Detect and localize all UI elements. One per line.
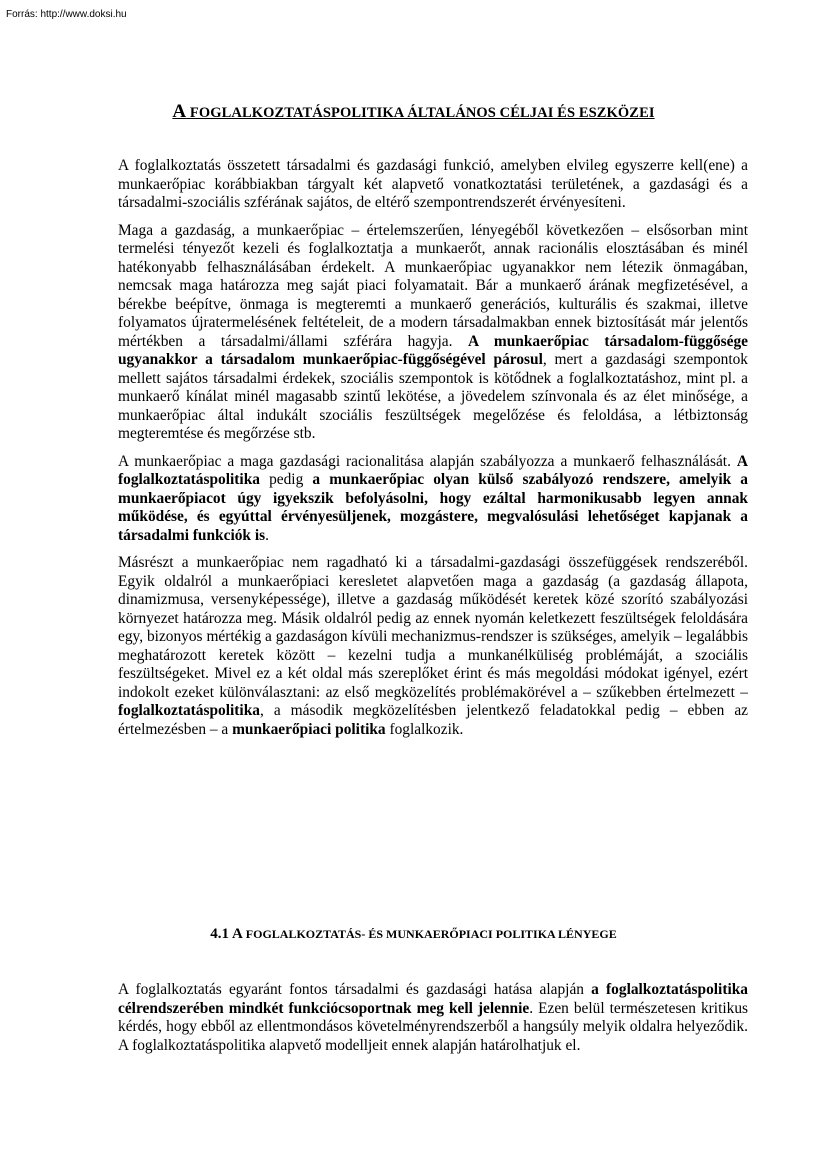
p3-bold-1: A foglalkoztatáspolitika bbox=[118, 452, 748, 488]
paragraph-4 bbox=[118, 554, 748, 739]
p5-text-2: . Ezen belül természetesen kritikus kérdés, hogy ebből az ellentmondásos követelményrendszerből a hangsúly melyik oldalra helyeződik. A foglalkoztatáspolitika alapvető modelljeit ennek alapján határolhatjuk el. bbox=[118, 999, 749, 1054]
p2-bold-1: A munkaerőpiac társadalom-függősége ugyanakkor a társadalom munkaerőpiac-függőségével párosul bbox=[118, 332, 748, 368]
main-text bbox=[118, 157, 748, 748]
p2-text-2: , mert a gazdasági szempontok mellett sajátos társadalmi érdekek, szociális szempontok is kötődnek a foglalkoztatáshoz, mint pl. a munkaerő kínálat minél magasabb szintű lekötése, a jövedelem színvonala és az élet minősége, a munkaerőpiac által indukált szociális feszültségek megelőzése és feloldása, a létbiztonság megteremtése és megőrzése stb. bbox=[118, 351, 749, 442]
source-note: Forrás: http://www.doksi.hu bbox=[6, 9, 127, 20]
section-heading bbox=[0, 926, 827, 943]
paragraph-2 bbox=[118, 222, 748, 444]
page-title bbox=[0, 101, 827, 123]
paragraph-5 bbox=[118, 981, 748, 1055]
p3-text-2: pedig bbox=[259, 471, 313, 488]
p3-bold-2: a munkaerőpiac olyan külső szabályozó rendszere, amelyik a munkaerőpiacot úgy igyekszik befolyásolni, hogy ezáltal harmonikusabb legyen annak működése, és egyúttal érvényesüljenek, mozgástere, megvalósulási lehetőséget kapjanak a társadalmi funkciók is bbox=[118, 471, 749, 544]
p4-bold-2: munkaerőpiaci politika bbox=[232, 720, 386, 738]
p2-text-1: Maga a gazdaság, a munkaerőpiac – értelemszerűen, lényegéből következően – elsősorban mint termelési tényezőt kezeli és foglalkoztatja a munkaerőt, annak racionális elosztásában és minél hatékonyabb felhasználásában érdekelt. A munkaerőpiac ugyanakkor nem létezik önmagában, nemcsak maga határozza meg saját piaci folyamatait. Bár a munkaerő árának megfizetésével, a bérekbe beépítve, önmaga is megteremti a munkaerő generációs, kulturális és szakmai, illetve folyamatos újratermelésének feltételeit, de a modern társadalmakban ennek biztosítását már jelentős mértékben a társadalmi/állami szférára hagyja. bbox=[118, 221, 748, 350]
p3-text-1: A munkaerőpiac a maga gazdasági racionalitása alapján szabályozza a munkaerő felhasználását. bbox=[118, 452, 737, 470]
paragraph-1: A foglalkoztatás összetett társadalmi és gazdasági funkció, amelyben elvileg egyszerre kell(ene) a munkaerőpiac korábbiakban tárgyalt két alapvető vonatkoztatási területének, a gazdasági és a társadalmi-szociális szférának sajátos, de eltérő szempontrendszerét érvényesíteni. bbox=[118, 157, 748, 211]
p3-text-3: . bbox=[265, 526, 269, 544]
p4-bold-1: foglalkoztatáspolitika bbox=[118, 702, 260, 719]
title-rest: FOGLALKOZTATÁSPOLITIKA ÁLTALÁNOS CÉLJAI ÉS ESZKÖZEI bbox=[186, 105, 655, 121]
p4-text-3: foglalkozik. bbox=[385, 720, 464, 738]
p4-text-2: , a második megközelítésben jelentkező feladatokkal pedig – ebben az értelmezésben – a bbox=[118, 702, 748, 738]
section-text bbox=[118, 981, 748, 1055]
section-number: 4.1 A bbox=[210, 926, 243, 942]
p5-bold-1: a foglalkoztatáspolitika célrendszerében mindkét funkciócsoportnak meg kell jelennie bbox=[118, 981, 748, 1017]
p4-text-1: Másrészt a munkaerőpiac nem ragadható ki a társadalmi-gazdasági összefüggések rendszeréből. Egyik oldalról a munkaerőpiaci keresletet alapvetően maga a gazdaság (a gazdaság állapota, dinamizmusa, versenyképessége), illetve a gazdaság működését keretek közé szorító szabályozási környezet határozza meg. Másik oldalról pedig az ennek nyomán keletkezett feszültségek feloldására egy, bizonyos mértékig a gazdaságon kívüli mechanizmus-rendszer is szükséges, amelyik – legalábbis meghatározott keretek között – kezelni tudja a munkanélküliség problémáját, a szociális feszültségeket. Mivel ez a két oldal más szereplőket érint és más megoldási módokat igényel, ezért indokolt ezeket különválasztani: az első megközelítés problémakörével a – szűkebben értelmezett – bbox=[118, 554, 748, 701]
section-title: FOGLALKOZTATÁS- ÉS MUNKAERŐPIACI POLITIKA LÉNYEGE bbox=[242, 927, 617, 941]
p5-text-1: A foglalkoztatás egyaránt fontos társadalmi és gazdasági hatása alapján bbox=[118, 981, 592, 998]
paragraph-3 bbox=[118, 453, 748, 546]
title-first-letter: A bbox=[172, 101, 187, 122]
